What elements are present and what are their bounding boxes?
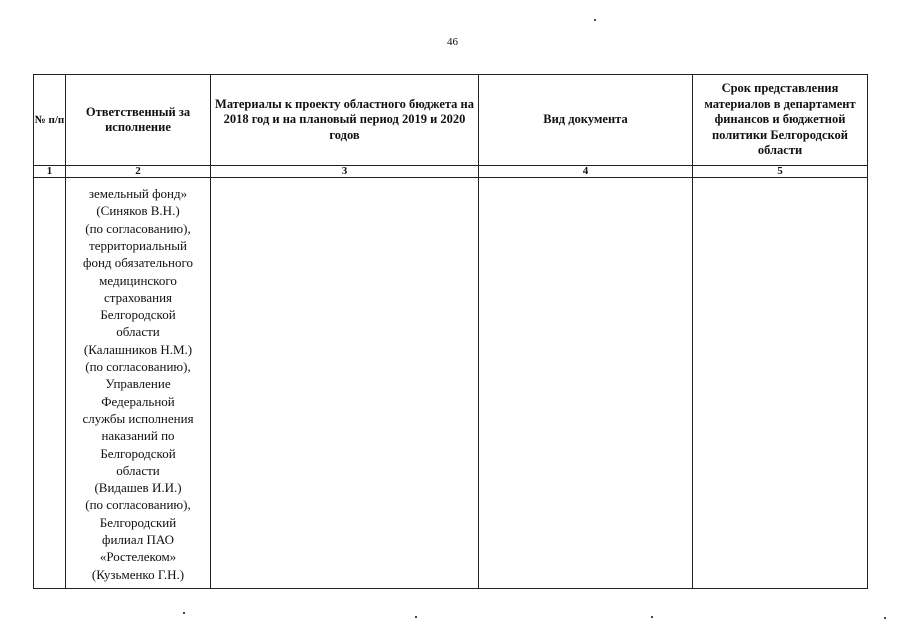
- responsible-line: медицинского: [99, 272, 177, 288]
- page-number: 46: [447, 36, 458, 48]
- header-responsible: Ответственный за исполнение: [66, 75, 211, 166]
- responsible-line: фонд обязательного: [83, 255, 193, 271]
- responsible-line: Управление: [105, 376, 171, 392]
- responsible-line: филиал ПАО: [102, 532, 174, 548]
- responsible-line: страхования: [103, 289, 172, 305]
- column-number-row: [34, 166, 868, 178]
- document-type-cell: [479, 178, 693, 589]
- responsible-line: наказаний по: [101, 428, 175, 444]
- materials-cell: [211, 178, 479, 589]
- scan-speck: [415, 616, 417, 618]
- scan-speck: [884, 617, 886, 619]
- header-document-type: Вид документа: [479, 75, 693, 166]
- responsible-cell: [66, 178, 211, 589]
- responsible-line: (по согласованию),: [85, 359, 191, 375]
- materials-table: [33, 74, 868, 589]
- responsible-line: земельный фонд»: [88, 186, 188, 202]
- table-header-row: [34, 75, 868, 166]
- responsible-line: службы исполнения: [82, 410, 194, 426]
- responsible-line: Белгородской: [100, 445, 176, 461]
- table-row: [34, 178, 868, 589]
- responsible-line: Белгородский: [99, 514, 177, 530]
- header-number: № п/п: [34, 75, 66, 166]
- responsible-line: территориальный: [89, 237, 187, 253]
- scan-speck: [651, 616, 653, 618]
- responsible-line: области: [116, 462, 160, 478]
- responsible-line: «Ростелеком»: [99, 549, 177, 565]
- responsible-line: (Видашев И.И.): [94, 480, 182, 496]
- responsible-line: Белгородской: [100, 307, 176, 323]
- column-number: 5: [693, 166, 868, 178]
- column-number: 1: [34, 166, 66, 178]
- header-deadline: Срок представления материалов в департамент финансов и бюджетной политики Белгородской области: [693, 75, 868, 166]
- responsible-line: (по согласованию),: [85, 497, 191, 513]
- responsible-line: Федеральной: [101, 393, 175, 409]
- responsible-line: (Кузьменко Г.Н.): [91, 566, 185, 582]
- header-materials: Материалы к проекту областного бюджета на 2018 год и на плановый период 2019 и 2020 годов: [211, 75, 479, 166]
- responsible-line: (Синяков В.Н.): [96, 203, 180, 219]
- scan-speck: [183, 612, 185, 614]
- column-number: 2: [66, 166, 211, 178]
- scan-speck: [594, 19, 596, 21]
- row-number-cell: [34, 178, 66, 589]
- responsible-line: области: [116, 324, 160, 340]
- responsible-line: (по согласованию),: [85, 220, 191, 236]
- column-number: 4: [479, 166, 693, 178]
- responsible-line: (Калашников Н.М.): [83, 341, 193, 357]
- deadline-cell: [693, 178, 868, 589]
- column-number: 3: [211, 166, 479, 178]
- responsible-text: [66, 183, 210, 583]
